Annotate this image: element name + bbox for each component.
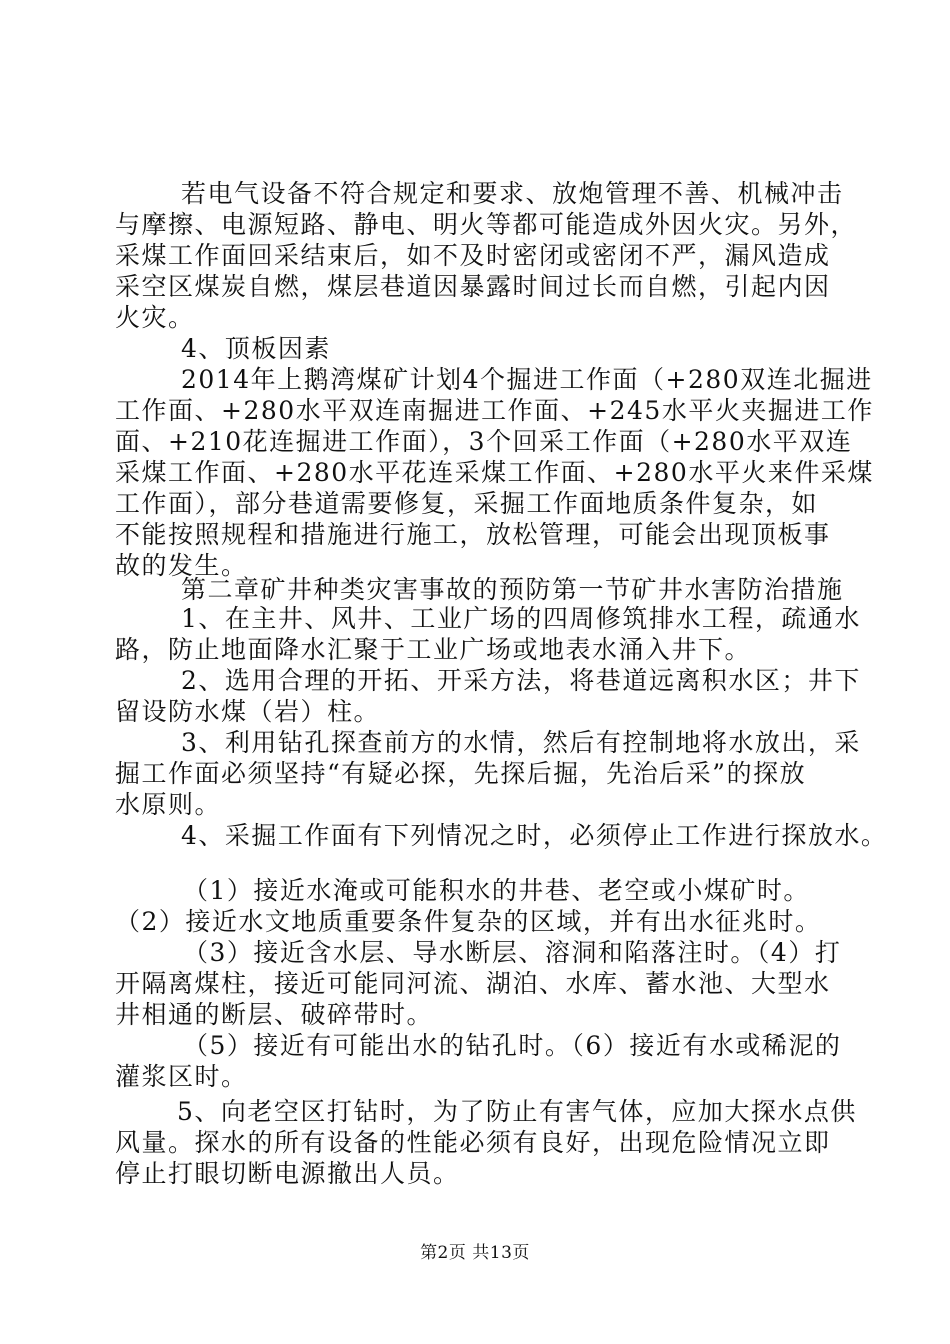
text-line: 2、选用合理的开拓、开采方法，将巷道远离积水区；井下 bbox=[181, 666, 861, 695]
text-line: 工作面），部分巷道需要修复，采掘工作面地质条件复杂，如 bbox=[115, 489, 819, 518]
text-line: 4、采掘工作面有下列情况之时，必须停止工作进行探放水。 bbox=[181, 821, 888, 850]
text-line: 与摩擦、电源短路、静电、明火等都可能造成外因火灾。另外， bbox=[115, 210, 858, 239]
text-line: 2014年上鹅湾煤矿计划4个掘进工作面（+280双连北掘进 bbox=[181, 365, 873, 394]
text-line: （2）接近水文地质重要条件复杂的区域，并有出水征兆时。 bbox=[115, 907, 822, 936]
text-line: 开隔离煤柱，接近可能同河流、湖泊、水库、蓄水池、大型水 bbox=[115, 969, 831, 998]
text-line: 停止打眼切断电源撤出人员。 bbox=[115, 1159, 460, 1188]
text-line: 风量。探水的所有设备的性能必须有良好，出现危险情况立即 bbox=[115, 1128, 831, 1157]
text-line: 井相通的断层、破碎带时。 bbox=[115, 1000, 434, 1029]
text-line: 留设防水煤（岩）柱。 bbox=[115, 697, 381, 726]
text-line: 1、在主井、风井、工业广场的四周修筑排水工程，疏通水 bbox=[181, 604, 861, 633]
text-line: （5）接近有可能出水的钻孔时。（6）接近有水或稀泥的 bbox=[183, 1031, 842, 1060]
text-line: 若电气设备不符合规定和要求、放炮管理不善、机械冲击 bbox=[181, 179, 844, 208]
text-line: 掘工作面必须坚持“有疑必探，先探后掘，先治后采”的探放 bbox=[115, 759, 807, 788]
text-line: （1）接近水淹或可能积水的井巷、老空或小煤矿时。 bbox=[183, 876, 810, 905]
text-line: （3）接近含水层、导水断层、溶洞和陷落注时。（4）打 bbox=[183, 938, 842, 967]
text-line: 采空区煤炭自燃，煤层巷道因暴露时间过长而自燃，引起内因 bbox=[115, 272, 831, 301]
text-line: 3、利用钻孔探查前方的水情，然后有控制地将水放出，采 bbox=[181, 728, 861, 757]
text-line: 5、向老空区打钻时，为了防止有害气体，应加大探水点供 bbox=[177, 1097, 857, 1126]
text-line: 采煤工作面回采结束后，如不及时密闭或密闭不严，漏风造成 bbox=[115, 241, 831, 270]
text-line: 故的发生。 bbox=[115, 551, 248, 580]
text-line: 火灾。 bbox=[115, 303, 195, 332]
text-line: 灌浆区时。 bbox=[115, 1062, 248, 1091]
text-line: 路，防止地面降水汇聚于工业广场或地表水涌入井下。 bbox=[115, 635, 752, 664]
section-heading: 4、顶板因素 bbox=[181, 334, 331, 363]
text-line: 不能按照规程和措施进行施工，放松管理，可能会出现顶板事 bbox=[115, 520, 831, 549]
text-line: 面、+210花连掘进工作面），3个回采工作面（+280水平双连 bbox=[115, 427, 853, 456]
chapter-heading: 第二章矿井种类灾害事故的预防第一节矿井水害防治措施 bbox=[181, 575, 844, 604]
text-line: 采煤工作面、+280水平花连采煤工作面、+280水平火来件采煤 bbox=[115, 458, 874, 487]
text-line: 工作面、+280水平双连南掘进工作面、+245水平火夹掘进工作 bbox=[115, 396, 874, 425]
page-footer: 第2页 共13页 bbox=[420, 1243, 530, 1263]
text-line: 水原则。 bbox=[115, 790, 222, 819]
